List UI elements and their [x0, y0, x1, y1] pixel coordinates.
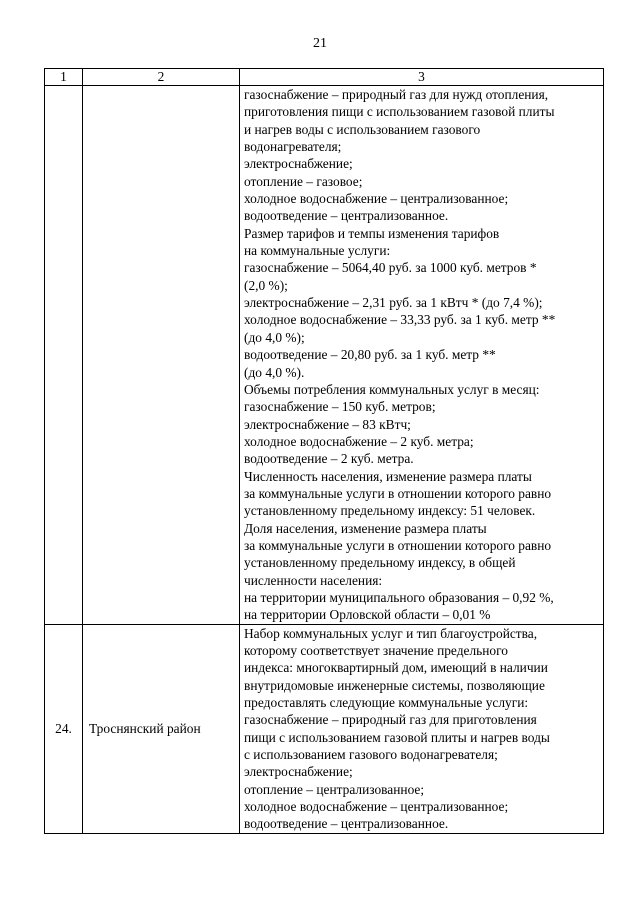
row-number-cell	[45, 86, 83, 625]
row-number-cell: 24.	[45, 624, 83, 833]
text-line: (до 4,0 %).	[244, 364, 305, 380]
text-line: внутридомовые инженерные системы, позволяющие	[244, 677, 545, 693]
text-line: (2,0 %);	[244, 277, 288, 293]
text-line: на территории муниципального образования – 0,92 %,	[244, 589, 554, 605]
table-header-row	[45, 69, 604, 86]
tariff-table	[44, 68, 604, 834]
text-line: водоотведение – 2 куб. метра.	[244, 451, 414, 467]
text-line: с использованием газового водонагревателя;	[244, 747, 498, 763]
district-name-cell: Троснянский район	[83, 624, 240, 833]
text-line: водоотведение – централизованное.	[244, 208, 449, 224]
column-header-1: 1	[45, 69, 83, 86]
text-line: численности населения:	[244, 572, 383, 588]
column-header-3: 3	[240, 69, 604, 86]
description-cell	[240, 86, 604, 625]
description-cell	[240, 624, 604, 833]
text-line: предоставлять следующие коммунальные услуги:	[244, 695, 529, 711]
text-line: газоснабжение – природный газ для нужд отопления,	[244, 87, 549, 102]
text-line: газоснабжение – 5064,40 руб. за 1000 куб. метров *	[244, 260, 537, 276]
text-line: на территории Орловской области – 0,01 %	[244, 607, 491, 623]
text-line: установленному предельному индексу, в общей	[244, 555, 516, 571]
text-line: газоснабжение – природный газ для приготовления	[244, 712, 537, 728]
text-line: за коммунальные услуги в отношении которого равно	[244, 537, 552, 553]
text-line: водоотведение – централизованное.	[244, 816, 449, 832]
district-name-cell	[83, 86, 240, 625]
text-line: приготовления пищи с использованием газовой плиты	[244, 104, 555, 120]
text-line: электроснабжение;	[244, 156, 353, 172]
text-line: (до 4,0 %);	[244, 329, 305, 345]
text-line: отопление – централизованное;	[244, 781, 425, 797]
text-line: и нагрев воды с использованием газового	[244, 121, 481, 137]
page-number: 21	[313, 36, 327, 51]
text-line: которому соответствует значение предельного	[244, 643, 508, 658]
text-line: за коммунальные услуги в отношении которого равно	[244, 485, 552, 501]
text-line: Набор коммунальных услуг и тип благоустройства,	[244, 625, 538, 641]
text-line: отопление – газовое;	[244, 173, 363, 189]
text-line: индекса: многоквартирный дом, имеющий в наличии	[244, 660, 548, 676]
text-line: электроснабжение – 83 кВтч;	[244, 416, 411, 432]
text-line: холодное водоснабжение – 2 куб. метра;	[244, 433, 474, 449]
text-line: холодное водоснабжение – централизованное;	[244, 799, 509, 815]
description-text	[244, 625, 603, 833]
text-line: холодное водоснабжение – централизованное;	[244, 191, 509, 207]
text-line: водоотведение – 20,80 руб. за 1 куб. метр **	[244, 347, 496, 363]
column-header-2: 2	[83, 69, 240, 86]
text-line: электроснабжение – 2,31 руб. за 1 кВтч * (до 7,4 %);	[244, 295, 543, 311]
text-line: на коммунальные услуги:	[244, 243, 391, 259]
text-line: пищи с использованием газовой плиты и нагрев воды	[244, 729, 550, 745]
table-row-continuation	[45, 86, 604, 625]
text-line: Доля населения, изменение размера платы	[244, 520, 487, 536]
text-line: холодное водоснабжение – 33,33 руб. за 1 куб. метр **	[244, 312, 556, 328]
text-line: водонагревателя;	[244, 139, 342, 155]
text-line: газоснабжение – 150 куб. метров;	[244, 399, 436, 415]
text-line: электроснабжение;	[244, 764, 353, 780]
text-line: Размер тарифов и темпы изменения тарифов	[244, 225, 500, 241]
text-line: Объемы потребления коммунальных услуг в месяц:	[244, 381, 540, 397]
text-line: Численность населения, изменение размера платы	[244, 468, 532, 484]
text-line: установленному предельному индексу: 51 человек.	[244, 503, 536, 519]
description-text	[244, 86, 603, 624]
table-row-24	[45, 624, 604, 833]
